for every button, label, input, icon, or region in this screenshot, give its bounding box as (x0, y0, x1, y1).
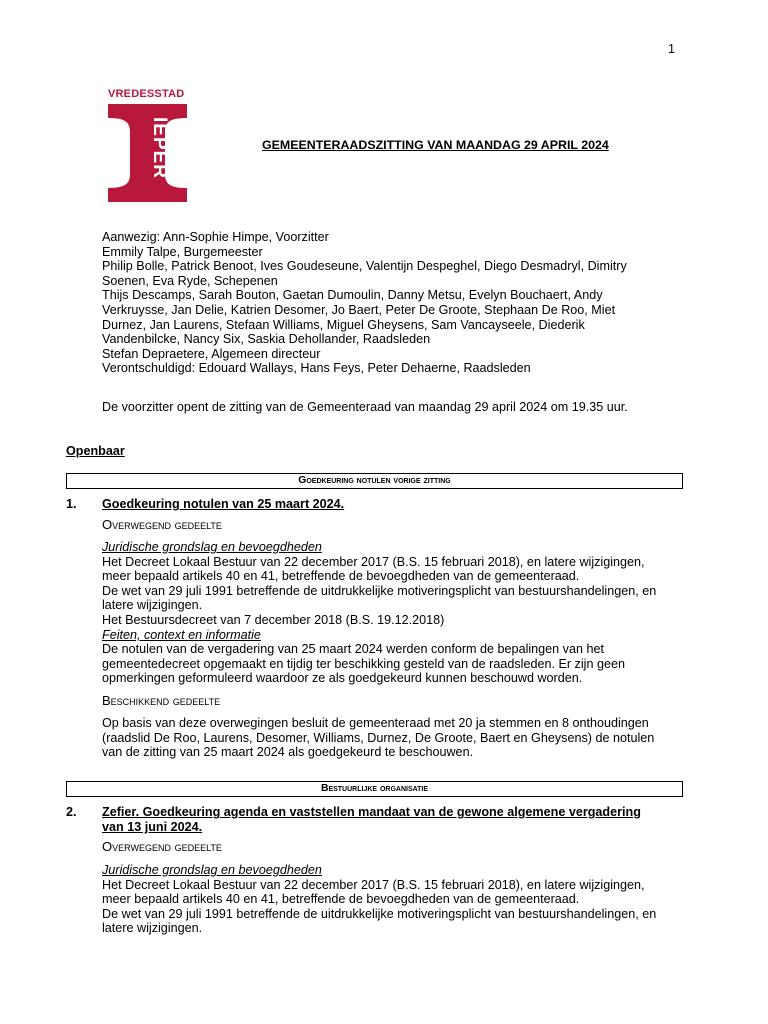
logo-word: IEPER (149, 117, 170, 180)
decision-line: van de zitting van 25 maart 2024 als goedgekeurd te beschouwen. (102, 745, 474, 760)
overwegend-heading: Overwegend gedeelte (102, 839, 222, 854)
decision-line: (raadslid De Roo, Laurens, Desomer, Williams, Durnez, De Groote, Baert en Gheysens) de notulen (102, 730, 655, 745)
legal-line: latere wijzigingen. (102, 598, 203, 613)
legal-line: meer bepaald artikels 40 en 41, betreffende de bevoegdheden van de gemeenteraad. (102, 892, 580, 907)
section-header: Bestuurlijke organisatie (66, 781, 683, 797)
decision-text (102, 716, 682, 760)
decision-line: Op basis van deze overwegingen besluit de gemeenteraad met 20 ja stemmen en 8 onthoudingen (102, 716, 649, 730)
item-title (102, 805, 672, 834)
attendance-line: Emmily Talpe, Burgemeester (102, 244, 263, 259)
facts-heading: Feiten, context en informatie (102, 627, 261, 642)
overwegend-heading: Overwegend gedeelte (102, 517, 222, 532)
attendance-list (102, 230, 662, 376)
attendance-line: Vandenbilcke, Nancy Six, Saskia Dehollander, Raadsleden (102, 332, 431, 347)
logo-city-label: VREDESSTAD (108, 88, 185, 100)
facts-line: gemeentedecreet opgemaakt en tijdig ter beschikking gesteld van de raadsleden. Er zijn geen (102, 656, 625, 671)
item-title-line: van 13 juni 2024. (102, 819, 203, 834)
legal-heading: Juridische grondslag en bevoegdheden (102, 540, 322, 554)
attendance-line: Aanwezig: Ann-Sophie Himpe, Voorzitter (102, 230, 329, 244)
item-title-line: Zefier. Goedkeuring agenda en vaststellen mandaat van de gewone algemene vergadering (102, 805, 641, 819)
legal-line: meer bepaald artikels 40 en 41, betreffende de bevoegdheden van de gemeenteraad. (102, 569, 580, 584)
legal-line: latere wijzigingen. (102, 921, 203, 936)
attendance-line: Soenen, Eva Ryde, Schepenen (102, 273, 278, 288)
attendance-line: Durnez, Jan Laurens, Stefaan Williams, Miguel Gheysens, Sam Vancayseele, Diederik (102, 317, 585, 332)
attendance-line: Philip Bolle, Patrick Benoot, Ives Goudeseune, Valentijn Despeghel, Diego Desmadryl, Dimitry (102, 259, 627, 274)
item-title (102, 497, 672, 512)
attendance-line: Verontschuldigd: Edouard Wallays, Hans Feys, Peter Dehaerne, Raadsleden (102, 361, 531, 376)
page-number: 1 (668, 42, 676, 56)
openbaar-heading: Openbaar (66, 444, 125, 458)
legal-basis (102, 863, 682, 936)
legal-line: De wet van 29 juli 1991 betreffende de uitdrukkelijke motiveringsplicht van bestuurshandelingen, en (102, 583, 657, 598)
legal-line: De wet van 29 juli 1991 betreffende de uitdrukkelijke motiveringsplicht van bestuurshandelingen, en (102, 906, 657, 921)
section-header: Goedkeuring notulen vorige zitting (66, 473, 683, 489)
item-number: 2. (66, 805, 77, 819)
opening-statement: De voorzitter opent de zitting van de Gemeenteraad van maandag 29 april 2024 om 19.35 uur. (102, 400, 628, 414)
beschikkend-heading: Beschikkend gedeelte (102, 693, 221, 708)
attendance-line: Thijs Descamps, Sarah Bouton, Gaetan Dumoulin, Danny Metsu, Evelyn Bouchaert, Andy (102, 288, 603, 303)
facts-line: De notulen van de vergadering van 25 maart 2024 werden conform de bepalingen van het (102, 642, 604, 657)
legal-line: Het Decreet Lokaal Bestuur van 22 december 2017 (B.S. 15 februari 2018), en latere wijzigingen, (102, 877, 645, 892)
legal-basis (102, 540, 682, 686)
document-title: GEMEENTERAADSZITTING VAN MAANDAG 29 APRIL 2024 (262, 138, 609, 152)
attendance-line: Verkruysse, Jan Delie, Katrien Desomer, Jo Baert, Peter De Groote, Stephaan De Roo, Miet (102, 302, 616, 317)
legal-heading: Juridische grondslag en bevoegdheden (102, 863, 322, 877)
legal-line: Het Bestuursdecreet van 7 december 2018 (B.S. 19.12.2018) (102, 612, 445, 627)
item-title-line: Goedkeuring notulen van 25 maart 2024. (102, 497, 345, 511)
legal-line: Het Decreet Lokaal Bestuur van 22 december 2017 (B.S. 15 februari 2018), en latere wijzigingen, (102, 554, 645, 569)
attendance-line: Stefan Depraetere, Algemeen directeur (102, 346, 321, 361)
facts-line: opmerkingen geformuleerd waardoor ze als goedgekeurd kunnen beschouwd worden. (102, 671, 583, 686)
ieper-logo (108, 104, 187, 202)
item-number: 1. (66, 497, 77, 511)
